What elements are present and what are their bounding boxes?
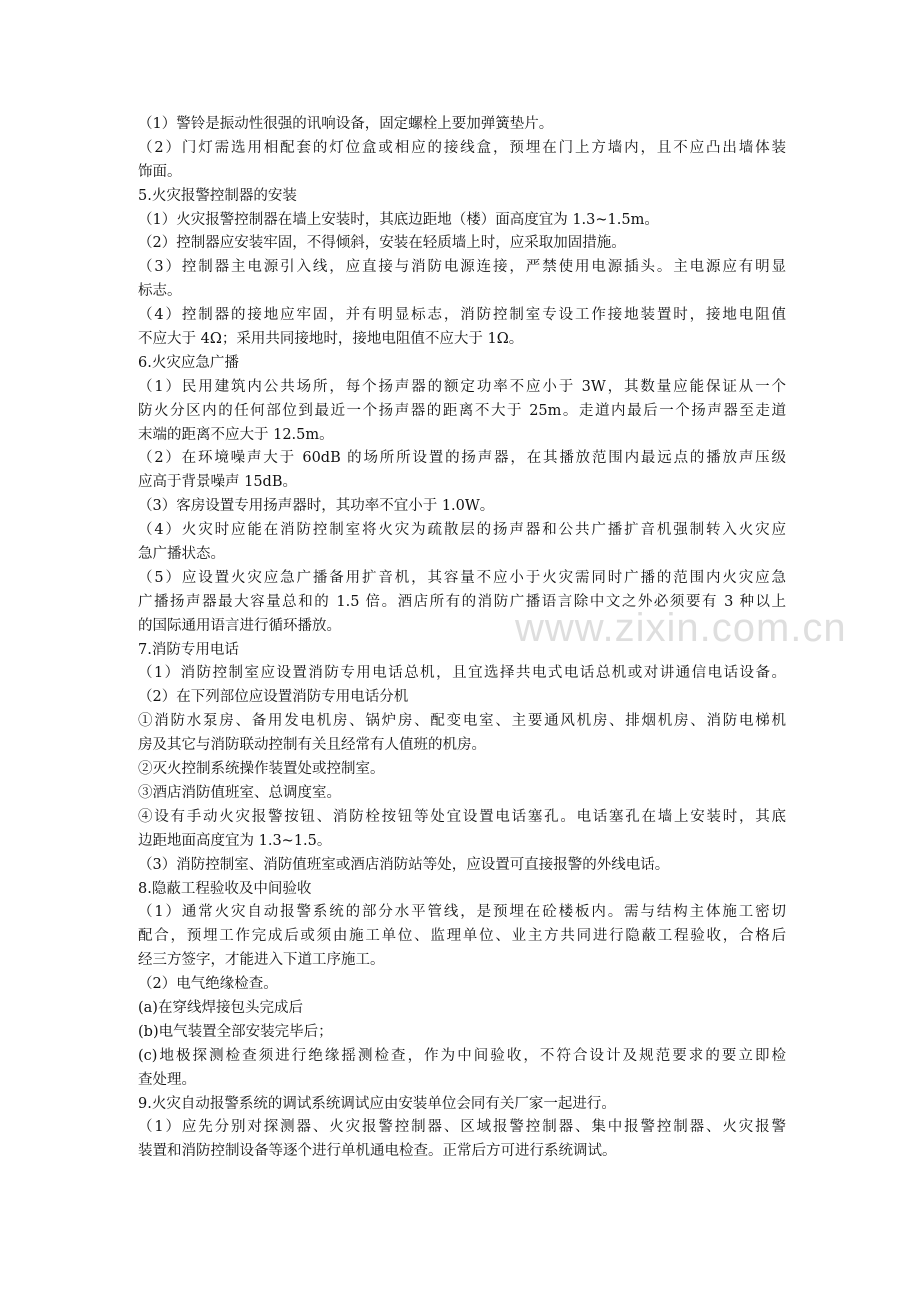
text-line: （1）应先分别对探测器、火灾报警控制器、区域报警控制器、集中报警控制器、火灾报警 xyxy=(138,1119,786,1136)
text-line: （1）消防控制室应设置消防专用电话总机，且宜选择共电式电话总机或对讲通信电话设备。 xyxy=(138,665,786,682)
text-line: （1）警铃是振动性很强的讯响设备，固定螺栓上要加弹簧垫片。 xyxy=(138,116,554,132)
text-line: （2）门灯需选用相配套的灯位盒或相应的接线盒，预埋在门上方墙内，且不应凸出墙体装 xyxy=(138,139,786,156)
text-line: (b)电气装置全部安装完毕后； xyxy=(138,1023,333,1040)
text-line: ③酒店消防值班室、总调度室。 xyxy=(138,784,341,801)
text-line: 防火分区内的任何部位到最近一个扬声器的距离不大于 25m。走道内最后一个扬声器至走道 xyxy=(138,402,786,419)
text-line: 应高于背景噪声 15dB。 xyxy=(138,474,297,491)
text-line: 7.消防专用电话 xyxy=(138,641,239,658)
text-line: 急广播状态。 xyxy=(138,546,225,563)
text-line: （2）在下列部位应设置消防专用电话分机 xyxy=(138,689,409,706)
text-line: （4）控制器的接地应牢固，并有明显标志，消防控制室专设工作接地装置时，接地电阻值 xyxy=(138,307,786,324)
text-line: 广播扬声器最大容量总和的 1.5 倍。酒店所有的消防广播语言除中文之外必须要有 3 种以上 xyxy=(138,593,786,610)
text-line: （1）通常火灾自动报警系统的部分水平管线，是预埋在砼楼板内。需与结构主体施工密切 xyxy=(138,904,786,921)
text-line: （2）在环境噪声大于 60dB 的场所所设置的扬声器，在其播放范围内最远点的播放声压级 xyxy=(138,450,786,467)
text-line: 配合，预埋工作完成后或须由施工单位、监理单位、业主方共同进行隐蔽工程验收，合格后 xyxy=(138,928,786,945)
text-line: 饰面。 xyxy=(138,163,182,180)
text-line: （3）消防控制室、消防值班室或酒店消防站等处，应设置可直接报警的外线电话。 xyxy=(138,856,670,873)
text-line: 6.火灾应急广播 xyxy=(138,354,239,371)
watermark: www.zixin.com.cn xyxy=(515,606,847,650)
text-line: ②灭火控制系统操作装置处或控制室。 xyxy=(138,761,385,778)
text-line: 9.火灾自动报警系统的调试系统调试应由安装单位会同有关厂家一起进行。 xyxy=(138,1095,616,1112)
text-line: 5.火灾报警控制器的安装 xyxy=(138,187,297,204)
text-line: 标志。 xyxy=(138,283,182,300)
document-body xyxy=(138,113,786,1164)
text-line: 房及其它与消防联动控制有关且经常有人值班的机房。 xyxy=(138,737,486,754)
text-line: （5）应设置火灾应急广播备用扩音机，其容量不应小于火灾需同时广播的范围内火灾应急 xyxy=(138,569,786,586)
text-line: （3）客房设置专用扬声器时，其功率不宜小于 1.0W。 xyxy=(138,498,495,515)
text-line: （2）电气绝缘检查。 xyxy=(138,976,278,993)
text-line: 经三方签字，才能进入下道工序施工。 xyxy=(138,952,385,969)
text-line: （1）民用建筑内公共场所，每个扬声器的额定功率不应小于 3W，其数量应能保证从一个 xyxy=(138,378,786,395)
text-line: （3）控制器主电源引入线，应直接与消防电源连接，严禁使用电源插头。主电源应有明显 xyxy=(138,259,786,276)
text-line: （1）火灾报警控制器在墙上安装时，其底边距地（楼）面高度宜为 1.3~1.5m。 xyxy=(138,211,659,228)
text-line: ①消防水泵房、备用发电机房、锅炉房、配变电室、主要通风机房、排烟机房、消防电梯机 xyxy=(138,713,786,730)
text-line: (a)在穿线焊接包头完成后 xyxy=(138,999,303,1016)
text-line: 查处理。 xyxy=(138,1071,196,1088)
text-line: （2）控制器应安装牢固，不得倾斜，安装在轻质墙上时，应采取加固措施。 xyxy=(138,235,626,252)
text-line: 不应大于 4Ω；采用共同接地时，接地电阻值不应大于 1Ω。 xyxy=(138,331,524,348)
text-line: (c)地极探测检查须进行绝缘摇测检查，作为中间验收，不符合设计及规范要求的要立即检 xyxy=(138,1047,786,1064)
text-line: 装置和消防控制设备等逐个进行单机通电检查。正常后方可进行系统调试。 xyxy=(138,1143,617,1160)
text-line: 末端的距离不应大于 12.5m。 xyxy=(138,426,334,443)
text-line: ④设有手动火灾报警按钮、消防栓按钮等处宜设置电话塞孔。电话塞孔在墙上安装时，其底 xyxy=(138,808,786,825)
text-line: 8.隐蔽工程验收及中间验收 xyxy=(138,880,312,897)
text-line: （4）火灾时应能在消防控制室将火灾为疏散层的扬声器和公共广播扩音机强制转入火灾应 xyxy=(138,522,786,539)
text-line: 的国际通用语言进行循环播放。 xyxy=(138,617,341,634)
text-line: 边距地面高度宜为 1.3~1.5。 xyxy=(138,832,332,849)
